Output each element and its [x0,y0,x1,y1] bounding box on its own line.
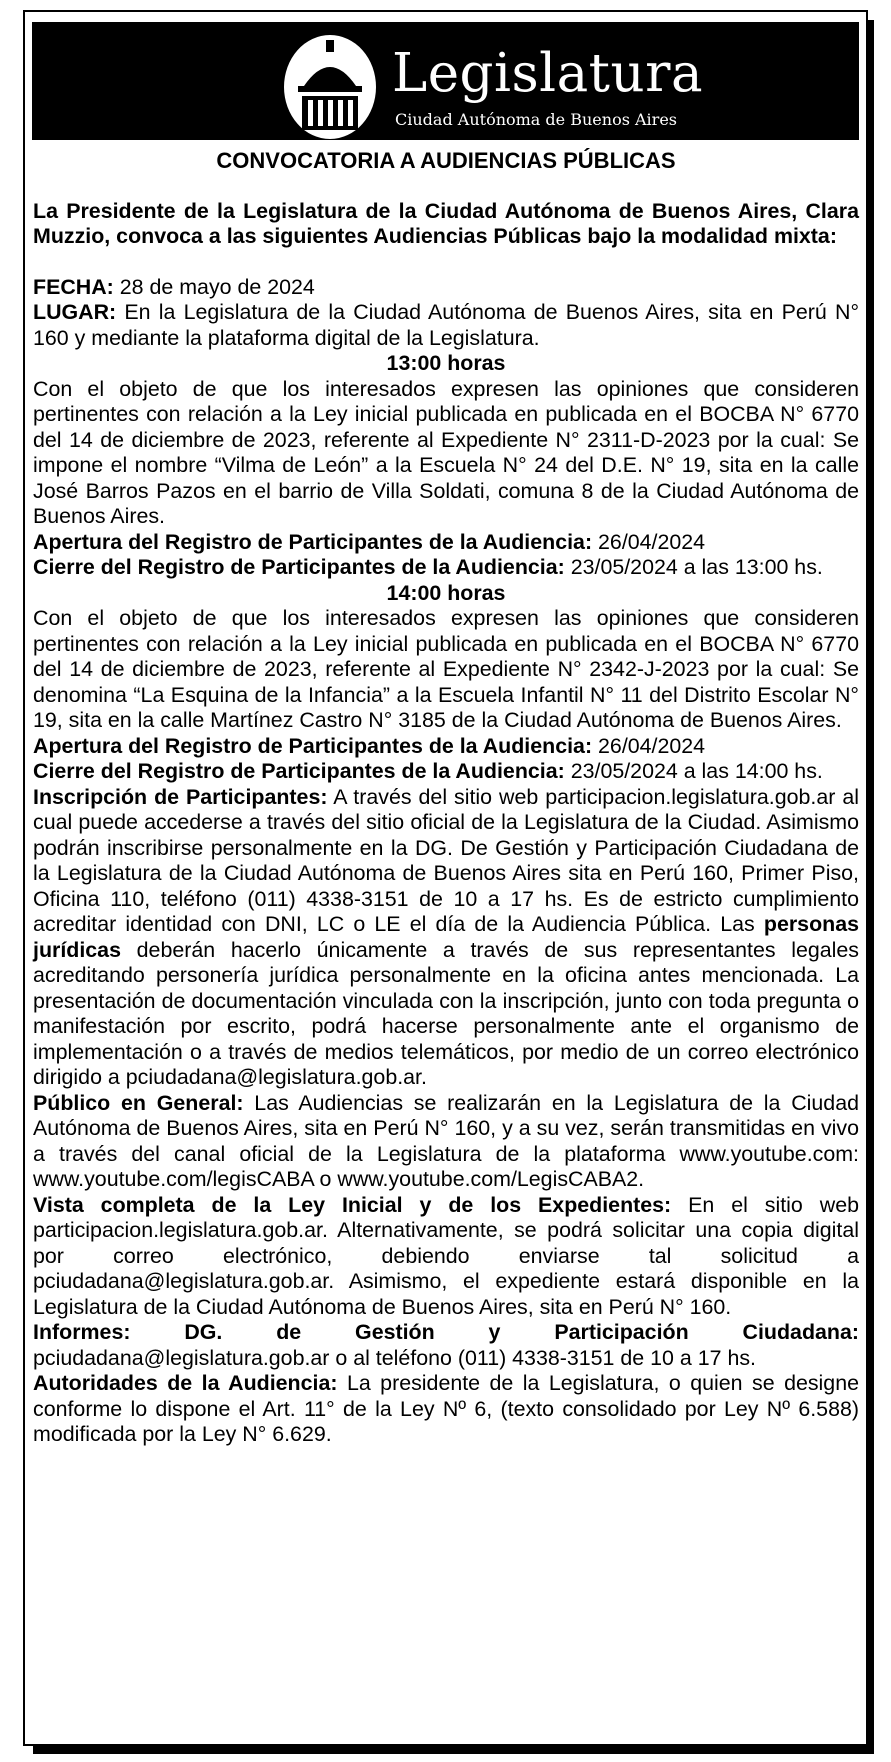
page-title: CONVOCATORIA A AUDIENCIAS PÚBLICAS [216,148,676,173]
cierre-label: Cierre del Registro de Participantes de la Audiencia: [33,759,565,783]
cierre-line [33,555,859,581]
vista-paragraph [33,1193,859,1321]
apertura-line [33,530,859,556]
fecha-value: 28 de mayo de 2024 [113,274,315,299]
hora-heading: 14:00 horas [386,580,506,605]
inscripcion-text-a: A través del sitio web participacion.legislatura.gob.ar al cual puede accederse a través del sitio oficial de la Legislatura de la Ciudad. Asimismo podrán inscribirse personalmente en la DG. De Gestión y Participación Ciudadana de la Legislatura de la Ciudad Autónoma de Buenos Aires sita en Perú 160, Primer Piso, Oficina 110, teléfono (011) 4338-3151 de 10 a 17 hs. Es de estricto cumplimiento acreditar identidad con DNI, LC o LE el día de la Audiencia Pública. Las [33,784,859,936]
apertura-value: 26/04/2024 [592,529,706,554]
fecha-label: FECHA: [33,274,114,299]
autoridades-label: Autoridades de la Audiencia: [33,1371,338,1395]
objeto-paragraph: Con el objeto de que los interesados expresen las opiniones que consideren pertinentes con relación a la Ley inicial publicada en publicada en el BOCBA N° 6770 del 14 de diciembre de 2023, referente al Expediente N° 2311-D-2023 por la cual: Se impone el nombre “Vilma de León” a la Escuela N° 24 del D.E. N° 19, sita en la calle José Barros Pazos en el barrio de Villa Soldati, comuna 8 de la Ciudad Autónoma de Buenos Aires. [33,376,859,528]
frame-shadow-bottom [33,1746,874,1754]
lugar-line [33,300,859,351]
lugar-label: LUGAR: [33,300,117,324]
informes-text: pciudadana@legislatura.gob.ar o al teléfono (011) 4338-3151 de 10 a 17 hs. [33,1345,756,1370]
publico-text: Las Audiencias se realizarán en la Legislatura de la Ciudad Autónoma de Buenos Aires, sita en Perú N° 160, y a su vez, serán transmitidas en vivo a través del canal oficial de la Legislatura de la plataforma www.youtube.com: www.youtube.com/legisCABA o www.youtube.com/LegisCABA2. [33,1090,859,1191]
cierre-value: 23/05/2024 a las 14:00 hs. [564,759,823,783]
informes-label: Informes: DG. de Gestión y Participación Ciudadana: [33,1320,859,1344]
lugar-value: En la Legislatura de la Ciudad Autónoma de Buenos Aires, sita en Perú N° 160 y mediante la plataforma digital de la Legislatura. [33,300,859,350]
cierre-label: Cierre del Registro de Participantes de la Audiencia: [33,555,565,579]
notice-frame [23,10,868,1746]
apertura-label: Apertura del Registro de Participantes de la Audiencia: [33,529,593,554]
apertura-line [33,734,859,760]
fecha-line [33,275,859,301]
legislature-dome-icon [282,34,378,140]
autoridades-paragraph [33,1371,859,1448]
informes-paragraph [33,1320,859,1371]
publico-paragraph [33,1091,859,1193]
cierre-line [33,759,859,785]
frame-shadow-right [868,20,874,1754]
vista-text: En el sitio web participacion.legislatura.gob.ar. Alternativamente, se podrá solicitar una copia digital por correo electrónico, debiendo enviarse tal solicitud a pciudadana@legislatura.gob.ar. Asimismo, el expediente estará disponible en la Legislatura de la Ciudad Autónoma de Buenos Aires, sita en Perú N° 160. [33,1192,859,1319]
intro-paragraph: La Presidente de la Legislatura de la Ciudad Autónoma de Buenos Aires, Clara Muzzio, convoca a las siguientes Audiencias Públicas bajo la modalidad mixta: [33,198,859,248]
vista-label: Vista completa de la Ley Inicial y de los Expedientes: [33,1192,672,1217]
brand-subtitle: Ciudad Autónoma de Buenos Aires [395,110,677,129]
apertura-label: Apertura del Registro de Participantes de la Audiencia: [33,733,593,758]
publico-label: Público en General: [33,1090,244,1115]
apertura-value: 26/04/2024 [592,733,706,758]
notice-body [33,148,859,1448]
inscripcion-paragraph [33,785,859,1091]
inscripcion-text-b: deberán hacerlo únicamente a través de sus representantes legales acreditando personería jurídica personalmente en la oficina antes mencionada. La presentación de documentación vinculada con la inscripción, junto con toda pregunta o manifestación por escrito, podrá hacerse personalmente ante el organismo de implementación o a través de medios telemáticos, por medio de un correo electrónico dirigido a pciudadana@legislatura.gob.ar. [33,937,859,1089]
hora-heading: 13:00 horas [386,351,506,375]
objeto-paragraph: Con el objeto de que los interesados expresen las opiniones que consideren pertinentes con relación a la Ley inicial publicada en publicada en el BOCBA N° 6770 del 14 de diciembre de 2023, referente al Expediente N° 2342-J-2023 por la cual: Se denomina “La Esquina de la Infancia” a la Escuela Infantil N° 11 del Distrito Escolar N° 19, sita en la calle Martínez Castro N° 3185 de la Ciudad Autónoma de Buenos Aires. [33,606,859,732]
header-banner [32,22,859,140]
brand-title: Legislatura [392,43,704,104]
inscripcion-bold: personas jurídicas [33,912,859,962]
inscripcion-label: Inscripción de Participantes: [33,784,328,809]
autoridades-text: La presidente de la Legislatura, o quien se designe conforme lo dispone el Art. 11° de la Ley Nº 6, (texto consolidado por Ley Nº 6.588) modificada por la Ley N° 6.629. [33,1371,859,1446]
cierre-value: 23/05/2024 a las 13:00 hs. [564,555,823,579]
